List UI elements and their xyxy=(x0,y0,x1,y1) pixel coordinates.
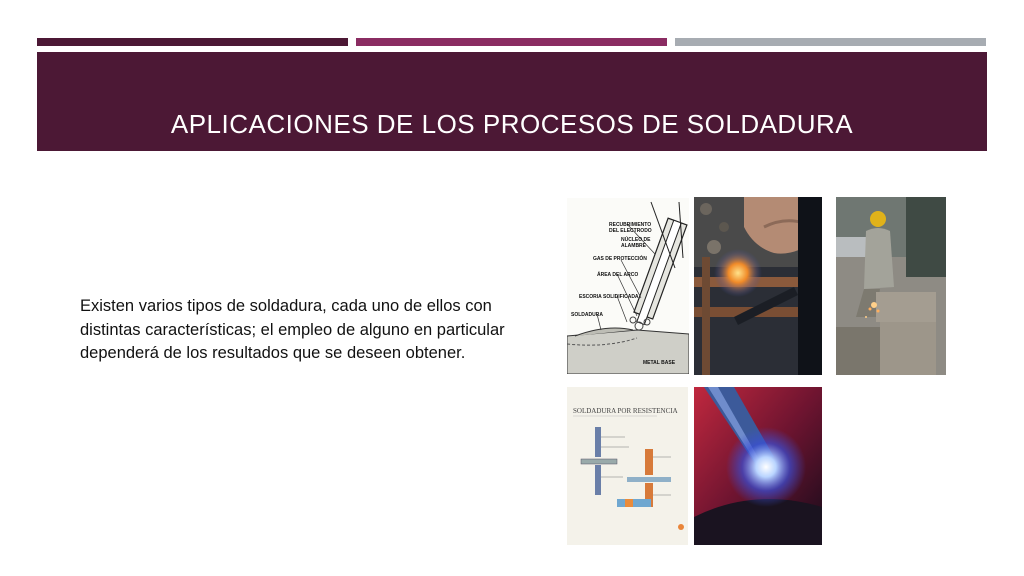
label-escoria-solidificada: ESCORIA SOLIDIFICADA xyxy=(579,294,639,300)
title-band xyxy=(37,52,987,151)
label-soldadura: SOLDADURA xyxy=(571,312,603,318)
blue-arc-photo-image xyxy=(694,387,822,545)
label-gas-de-proteccion: GAS DE PROTECCIÓN xyxy=(593,256,647,262)
label-recubrimiento: RECUBRIMIENTO xyxy=(609,222,652,228)
label-metal-base: METAL BASE xyxy=(643,360,676,366)
torch-brazing-photo-image xyxy=(694,197,822,375)
label-nucleo-de: NÚCLEO DE xyxy=(621,237,651,243)
accent-bar-magenta xyxy=(356,38,667,46)
accent-bar-dark xyxy=(37,38,348,46)
electrode-diagram-image xyxy=(567,198,689,374)
resistance-welding-diagram-image xyxy=(567,387,688,545)
label-del-electrodo: DEL ELECTRODO xyxy=(609,228,652,234)
accent-bar-gray xyxy=(675,38,986,46)
welder-worker-photo-image xyxy=(836,197,946,375)
label-area-del-arco: ÁREA DEL ARCO xyxy=(597,272,639,278)
label-alambre: ALAMBRE xyxy=(621,243,646,249)
slide-title: APLICACIONES DE LOS PROCESOS DE SOLDADURA xyxy=(170,109,854,139)
body-text: Existen varios tipos de soldadura, cada uno de ellos con distintas características; el empleo de alguno en particular dependerá de los resultados que se deseen obtener. xyxy=(80,297,505,362)
resistance-diagram-title: SOLDADURA POR RESISTENCIA xyxy=(573,407,678,415)
